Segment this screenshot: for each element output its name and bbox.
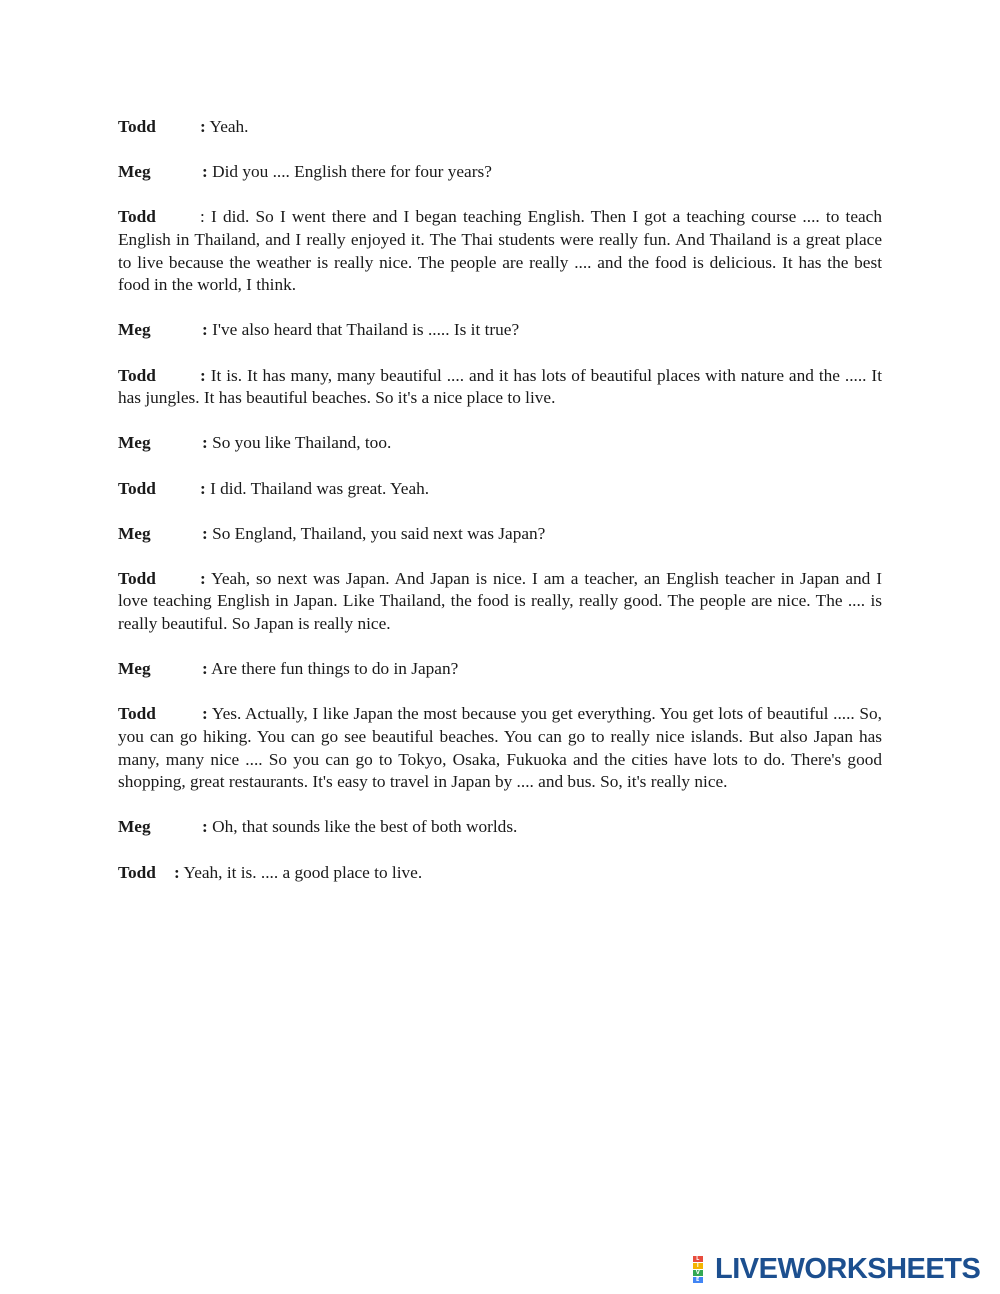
speaker-colon: : [202,659,208,679]
liveworksheets-logo[interactable] [693,1254,980,1284]
dialogue-line [118,816,882,839]
dialogue-text: Did you .... English there for four years? [207,162,492,182]
logo-mark-letter: I [693,1263,703,1269]
worksheet-page [118,116,882,907]
dialogue-text: So you like Thailand, too. [207,433,392,453]
speaker-colon: : [202,704,208,724]
dialogue-text: So England, Thailand, you said next was Japan? [207,523,546,543]
speaker-colon: : [202,817,208,837]
speaker-colon: : [200,568,206,588]
speaker-colon: : [200,365,206,385]
speaker-name: Todd [118,568,156,588]
dialogue-line [118,161,882,184]
dialogue-line [118,365,882,410]
dialogue-line [118,206,882,296]
dialogue-text: Yes. Actually, I like Japan the most because you get everything. You get lots of beautiful ..... So, you can go hiking. You can go see beautiful beaches. You can go to really nice islands. But also Japan has many, many nice .... So you can go to Tokyo, Osaka, Fukuoka and the cities have lots to do. There's good shopping, great restaurants. It's easy to travel in Japan by .... and bus. So, it's really nice. [118,704,882,792]
speaker-name: Todd [118,365,156,385]
dialogue-text: Yeah, it is. .... a good place to live. [179,862,423,882]
dialogue-text: Yeah. [205,117,249,136]
dialogue-line [118,478,882,501]
dialogue-text: I did. So I went there and I began teaching English. Then I got a teaching course .... to teach English in Thailand, and I really enjoyed it. The Thai students were really fun. And Thailand is a great place to live because the weather is really nice. The people are really .... and the food is delicious. It has the best food in the world, I think. [118,207,882,295]
speaker-colon: : [202,320,208,340]
speaker-name: Meg [118,162,151,182]
speaker-name: Todd [118,862,156,882]
dialogue-line [118,703,882,793]
dialogue-line [118,319,882,342]
dialogue-text: Are there fun things to do in Japan? [207,659,459,679]
speaker-colon: : [200,207,205,227]
logo-mark-letter: L [693,1256,703,1262]
dialogue-text: I did. Thailand was great. Yeah. [205,478,430,498]
dialogue-line [118,658,882,681]
dialogue-text: It is. It has many, many beautiful .... and it has lots of beautiful places with nature and the ..... It has jungles. It has beautiful beaches. So it's a nice place to live. [118,365,882,408]
liveworksheets-mark-icon [693,1256,713,1282]
speaker-name: Meg [118,523,151,543]
logo-mark-letter: V [693,1270,703,1276]
speaker-name: Meg [118,659,151,679]
dialogue-line [118,523,882,546]
speaker-name: Todd [118,478,156,498]
logo-mark-letter: E [693,1277,703,1283]
speaker-colon: : [202,162,208,182]
speaker-name: Todd [118,704,156,724]
speaker-name: Todd [118,207,156,227]
dialogue-line [118,116,882,139]
logo-wordmark: LIVEWORKSHEETS [715,1253,981,1285]
dialogue-line [118,862,882,885]
speaker-colon: : [200,117,206,136]
dialogue-line [118,568,882,636]
dialogue-text: I've also heard that Thailand is ..... Is it true? [207,320,520,340]
speaker-colon: : [202,433,208,453]
speaker-name: Meg [118,320,151,340]
dialogue-text: Oh, that sounds like the best of both worlds. [207,817,518,837]
speaker-name: Meg [118,817,151,837]
dialogue-line [118,432,882,455]
speaker-colon: : [202,523,208,543]
speaker-colon: : [200,478,206,498]
speaker-colon: : [174,862,180,882]
speaker-name: Meg [118,433,151,453]
speaker-name: Todd [118,117,156,136]
dialogue-text: Yeah, so next was Japan. And Japan is nice. I am a teacher, an English teacher in Japan and I love teaching English in Japan. Like Thailand, the food is really, really good. The people are nice. The .... is really beautiful. So Japan is really nice. [118,568,882,634]
